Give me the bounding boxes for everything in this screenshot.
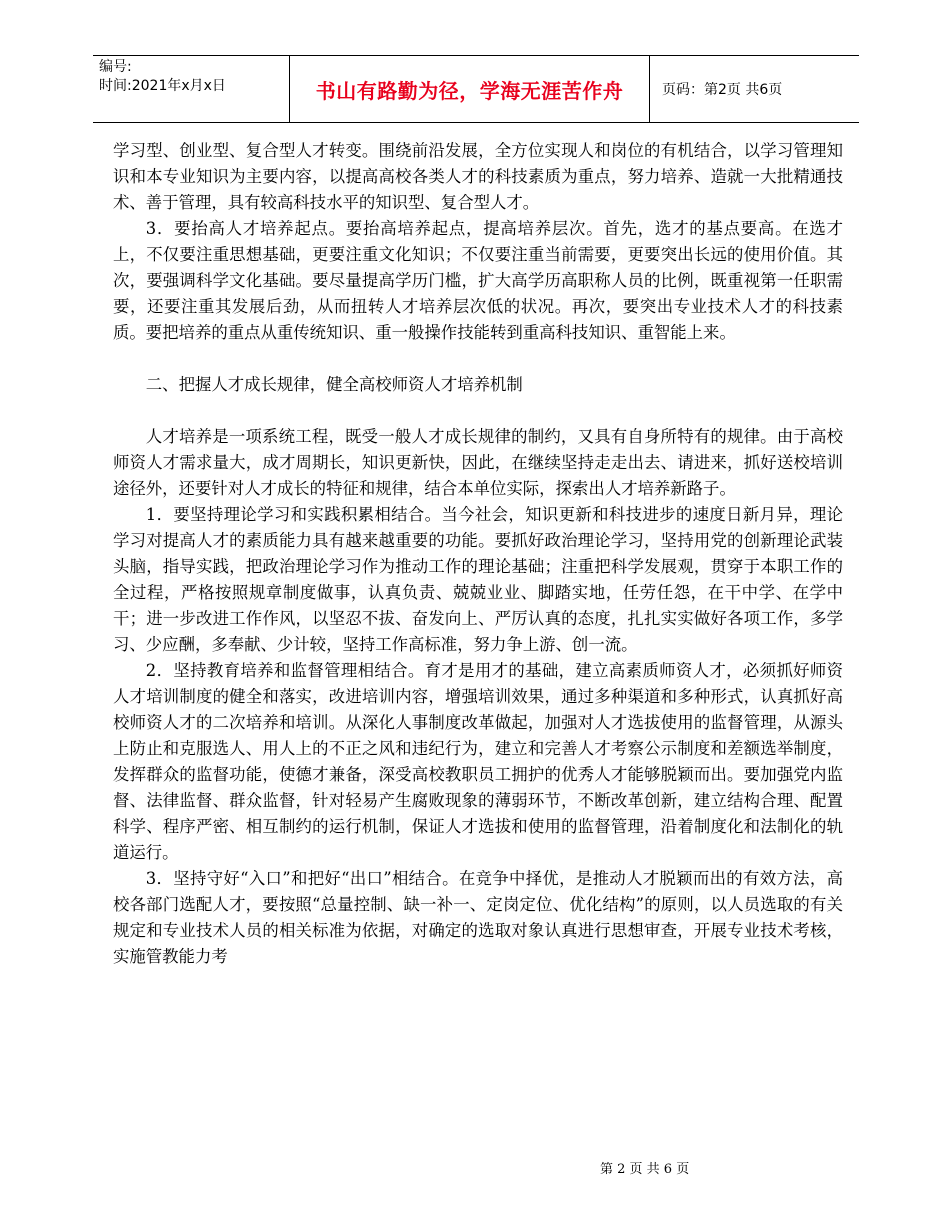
- paragraph-2: 3．要抬高人才培养起点。要抬高培养起点，提高培养层次。首先，选才的基点要高。在选才上，不仅要注重思想基础，更要注重文化知识；不仅要注重当前需要，更要突出长远的使用价值。其次，要强调科学文化基础。要尽量提高学历门槛，扩大高学历高职称人员的比例，既重视第一任职需要，还要注重其发展后劲，从而扭转人才培养层次低的状况。再次，要突出专业技术人才的科技素质。要把培养的重点从重传统知识、重一般操作技能转到重高科技知识、重智能上来。: [113, 219, 843, 342]
- header-motto: 书山有路勤为径，学海无涯苦作舟: [289, 56, 650, 122]
- document-time-label: 时间:2021年x月x日: [99, 78, 226, 94]
- header-meta: [93, 56, 289, 122]
- paragraph-3: 人才培养是一项系统工程，既受一般人才成长规律的制约，又具有自身所特有的规律。由于高校师资人才需求量大，成才周期长，知识更新快，因此，在继续坚持走走出去、请进来，抓好送校培训途径外，还要针对人才成长的特征和规律，结合本单位实际，探索出人才培养新路子。: [113, 427, 843, 498]
- header-page-info: 页码：第2页 共6页: [662, 82, 783, 98]
- section-heading: 二、把握人才成长规律，健全高校师资人才培养机制: [145, 375, 523, 394]
- paragraph-6: 3．坚持守好“入口”和把好“出口”相结合。在竞争中择优，是推动人才脱颖而出的有效方法，高校各部门选配人才，要按照“总量控制、缺一补一、定岗定位、优化结构”的原则，以人员选取的有关规定和专业技术人员的相关标准为依据，对确定的选取对象认真进行思想审查，开展专业技术考核，实施管教能力考: [113, 869, 843, 966]
- page-footer-number: 第 2 页 共 6 页: [600, 1162, 690, 1177]
- page-header: [93, 55, 859, 123]
- paragraph-5: 2．坚持教育培养和监督管理相结合。育才是用才的基础，建立高素质师资人才，必须抓好师资人才培训制度的健全和落实，改进培训内容，增强培训效果，通过多种渠道和多种形式，认真抓好高校师资人才的二次培养和培训。从深化人事制度改革做起，加强对人才选拔使用的监督管理，从源头上防止和克服选人、用人上的不正之风和违纪行为，建立和完善人才考察公示制度和差额选举制度，发挥群众的监督功能，使德才兼备，深受高校教职员工拥护的优秀人才能够脱颖而出。要加强党内监督、法律监督、群众监督，针对轻易产生腐败现象的薄弱环节，不断改革创新，建立结构合理、配置科学、程序严密、相互制约的运行机制，保证人才选拔和使用的监督管理，沿着制度化和法制化的轨道运行。: [113, 661, 843, 862]
- document-body: [113, 138, 843, 970]
- paragraph-4: 1．要坚持理论学习和实践积累相结合。当今社会，知识更新和科技进步的速度日新月异，理论学习对提高人才的素质能力具有越来越重要的功能。要抓好政治理论学习，坚持用党的创新理论武装头脑，指导实践，把政治理论学习作为推动工作的理论基础；注重把科学发展观，贯穿于本职工作的全过程，严格按照规章制度做事，认真负责、兢兢业业、脚踏实地，任劳任怨，在干中学、在学中干；进一步改进工作作风，以坚忍不拔、奋发向上、严厉认真的态度，扎扎实实做好各项工作，多学习、少应酬，多奉献、少计较，坚持工作高标准，努力争上游、创一流。: [113, 505, 843, 654]
- paragraph-1: 学习型、创业型、复合型人才转变。围绕前沿发展，全方位实现人和岗位的有机结合，以学习管理知识和本专业知识为主要内容，以提高高校各类人才的科技素质为重点，努力培养、造就一大批精通技术、善于管理，具有较高科技水平的知识型、复合型人才。: [113, 141, 843, 212]
- document-number-label: 编号:: [99, 59, 132, 75]
